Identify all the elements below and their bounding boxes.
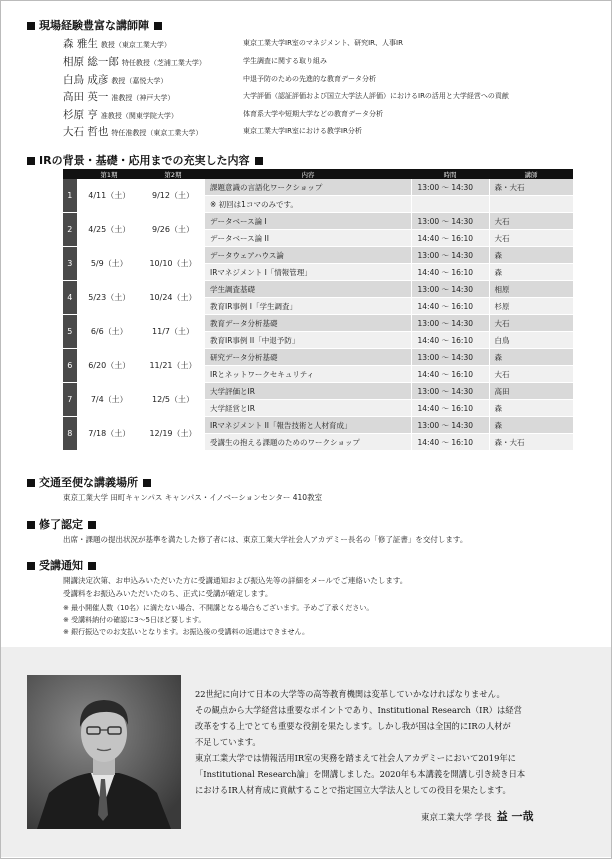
session-lecturer: 森・大石 <box>489 434 573 451</box>
notification-note: ※ 受講料納付の確認に3～5日ほど要します。 <box>63 616 206 624</box>
square-bullet-icon <box>143 479 151 487</box>
lecturer-row <box>63 37 583 51</box>
signature <box>421 808 534 824</box>
session-content: 研究データ分析基礎 <box>205 349 411 366</box>
session-time: 13:00 ～ 14:30 <box>411 247 489 264</box>
lecturer-row <box>63 125 583 139</box>
message-line: その観点から大学経営は重要なポイントであり、Institutional Research（IR）は経営 <box>195 705 522 715</box>
session-content: IRマネジメント II「報告技術と人材育成」 <box>205 417 411 434</box>
message-line: 22世紀に向けて日本の大学等の高等教育機関は変革していかなければなりません。 <box>195 689 505 699</box>
lecturer-affiliation: （関東学院大学） <box>121 112 178 120</box>
square-bullet-icon <box>88 562 96 570</box>
session-time: 13:00 ～ 14:30 <box>411 383 489 400</box>
lecturer-title: 教授 <box>100 41 115 49</box>
message-line: におけるIR人材育成に貢献することで指定国立大学法人としての役目を果たします。 <box>195 785 511 795</box>
header-term1: 第1期 <box>77 169 141 179</box>
session-number: 3 <box>63 247 77 281</box>
session-content: IRマネジメント I「情報管理」 <box>205 264 411 281</box>
session-time: 14:40 ～ 16:10 <box>411 298 489 315</box>
square-bullet-icon <box>88 521 96 529</box>
table-row <box>63 281 573 298</box>
session-content: IRとネットワークセキュリティ <box>205 366 411 383</box>
session-time: 13:00 ～ 14:30 <box>411 349 489 366</box>
session-lecturer <box>489 196 573 213</box>
session-time: 13:00 ～ 14:30 <box>411 315 489 332</box>
lecturer-name-group <box>63 89 174 104</box>
message-line: 不足しています。 <box>195 737 261 747</box>
notification-line: 受講料をお振込みいただいたのち、正式に受講が確定します。 <box>63 589 273 598</box>
header-content: 内容 <box>205 169 411 179</box>
session-content: データベース論 I <box>205 213 411 230</box>
president-message-panel <box>1 647 611 857</box>
session-date-term2: 11/7（土） <box>141 315 205 349</box>
lecturer-affiliation: （嘉悦大学） <box>125 77 168 85</box>
square-bullet-icon <box>27 562 35 570</box>
square-bullet-icon <box>27 157 35 165</box>
table-row <box>63 349 573 366</box>
lecturer-name: 相原 総一郎 <box>63 56 119 68</box>
certification-heading: 修了認定 <box>27 516 96 532</box>
session-date-term1: 4/11（土） <box>77 179 141 213</box>
lecturer-affiliation: （東京工業大学） <box>146 129 203 137</box>
session-number: 4 <box>63 281 77 315</box>
square-bullet-icon <box>27 479 35 487</box>
lecturer-description: 体育系大学や短期大学などの教育データ分析 <box>243 110 383 118</box>
session-lecturer: 森 <box>489 264 573 281</box>
certification-text: 出席・課題の提出状況が基準を満たした修了者には、東京工業大学社会人アカデミー長名の「修了証書」を交付します。 <box>63 535 468 544</box>
header-lecturer: 講師 <box>489 169 573 179</box>
session-lecturer: 杉原 <box>489 298 573 315</box>
session-lecturer: 大石 <box>489 230 573 247</box>
lecturer-name: 杉原 亨 <box>63 109 98 121</box>
session-date-term1: 5/9（土） <box>77 247 141 281</box>
lecturer-description: 大学評価（認証評価および国立大学法人評価）におけるIRの活用と大学経営への貢献 <box>243 92 509 100</box>
session-lecturer: 白鳥 <box>489 332 573 349</box>
message-line: 改革をする上でとても重要な役割を果たします。しかし我が国は全国的にIRの人材が <box>195 721 511 731</box>
header-term2: 第2期 <box>141 169 205 179</box>
header-time: 時間 <box>411 169 489 179</box>
session-time: 14:40 ～ 16:10 <box>411 366 489 383</box>
notification-line: 開講決定次第、お申込みいただいた方に受講通知および振込先等の詳細をメールでご連絡いたします。 <box>63 576 408 585</box>
lecturer-description: 東京工業大学IR室のマネジメント、研究IR、人事IR <box>243 39 403 47</box>
lecturer-name: 高田 英一 <box>63 91 109 103</box>
session-lecturer: 森 <box>489 247 573 264</box>
session-content: 教育IR事例 II「中退予防」 <box>205 332 411 349</box>
notification-note: ※ 銀行振込でのお支払いとなります。お振込後の受講料の返還はできません。 <box>63 628 309 636</box>
session-lecturer: 大石 <box>489 315 573 332</box>
session-number: 7 <box>63 383 77 417</box>
signature-title: 東京工業大学 学長 <box>421 813 492 823</box>
lecturer-name: 森 雅生 <box>63 38 98 50</box>
session-date-term1: 7/18（土） <box>77 417 141 451</box>
session-lecturer: 高田 <box>489 383 573 400</box>
session-lecturer: 森・大石 <box>489 179 573 196</box>
square-bullet-icon <box>154 22 162 30</box>
lecturer-row <box>63 90 583 104</box>
signature-name: 益 一哉 <box>496 810 534 823</box>
session-time: 14:40 ～ 16:10 <box>411 230 489 247</box>
session-time: 13:00 ～ 14:30 <box>411 213 489 230</box>
session-date-term1: 5/23（土） <box>77 281 141 315</box>
session-content: ※ 初回は1コマのみです。 <box>205 196 411 213</box>
message-line: 東京工業大学では情報活用IR室の実務を踏まえて社会人アカデミーにおいて2019年に <box>195 753 516 763</box>
table-row <box>63 247 573 264</box>
session-date-term1: 6/6（土） <box>77 315 141 349</box>
square-bullet-icon <box>255 157 263 165</box>
table-row <box>63 179 573 196</box>
venue-text: 東京工業大学 田町キャンパス キャンパス・イノベーションセンター 410教室 <box>63 493 323 502</box>
notification-note: ※ 最小開催人数（10名）に満たない場合、不開講となる場合もございます。予めご了承ください。 <box>63 604 374 612</box>
schedule-heading: IRの背景・基礎・応用までの充実した内容 <box>27 152 263 168</box>
lecturer-affiliation: （神戸大学） <box>132 94 175 102</box>
session-lecturer: 大石 <box>489 213 573 230</box>
session-lecturer: 相原 <box>489 281 573 298</box>
lecturer-name-group <box>63 54 206 69</box>
table-row <box>63 417 573 434</box>
lecturer-name-group <box>63 124 202 139</box>
lecturer-row <box>63 73 583 87</box>
square-bullet-icon <box>27 22 35 30</box>
lecturer-description: 学生調査に関する取り組み <box>243 57 327 65</box>
lecturer-affiliation: （東京工業大学） <box>114 41 171 49</box>
session-time: 13:00 ～ 14:30 <box>411 417 489 434</box>
session-date-term1: 4/25（土） <box>77 213 141 247</box>
lecturer-title: 特任教授 <box>121 59 150 67</box>
session-time: 13:00 ～ 14:30 <box>411 281 489 298</box>
session-content: 課題意識の言語化ワークショップ <box>205 179 411 196</box>
session-lecturer: 森 <box>489 400 573 417</box>
session-date-term2: 11/21（土） <box>141 349 205 383</box>
session-number: 2 <box>63 213 77 247</box>
lecturers-heading: 現場経験豊富な講師陣 <box>27 17 162 33</box>
session-date-term2: 10/10（土） <box>141 247 205 281</box>
session-number: 8 <box>63 417 77 451</box>
session-time: 14:40 ～ 16:10 <box>411 400 489 417</box>
session-date-term1: 6/20（土） <box>77 349 141 383</box>
session-lecturer: 森 <box>489 417 573 434</box>
lecturer-name: 大石 哲也 <box>63 126 109 138</box>
square-bullet-icon <box>27 521 35 529</box>
president-photo <box>27 675 181 829</box>
session-date-term2: 12/19（土） <box>141 417 205 451</box>
lecturer-title: 准教授 <box>111 94 133 102</box>
session-number: 1 <box>63 179 77 213</box>
table-row <box>63 315 573 332</box>
session-content: 教育IR事例 I「学生調査」 <box>205 298 411 315</box>
session-date-term2: 12/5（土） <box>141 383 205 417</box>
session-time: 14:40 ～ 16:10 <box>411 264 489 281</box>
session-time: 14:40 ～ 16:10 <box>411 434 489 451</box>
session-time: 13:00 ～ 14:30 <box>411 179 489 196</box>
session-content: 受講生の抱える課題のためのワークショップ <box>205 434 411 451</box>
session-date-term2: 10/24（土） <box>141 281 205 315</box>
venue-heading: 交通至便な講義場所 <box>27 474 151 490</box>
session-content: 教育データ分析基礎 <box>205 315 411 332</box>
lecturer-name-group <box>63 36 171 51</box>
person-portrait-icon <box>27 675 181 829</box>
lecturer-name-group <box>63 107 178 122</box>
schedule-table <box>63 169 573 451</box>
session-number: 6 <box>63 349 77 383</box>
notification-heading: 受講通知 <box>27 557 96 573</box>
session-number: 5 <box>63 315 77 349</box>
lecturer-row <box>63 108 583 122</box>
session-lecturer: 大石 <box>489 366 573 383</box>
lecturer-title: 教授 <box>111 77 126 85</box>
schedule-header-row <box>63 169 573 179</box>
lecturer-description: 東京工業大学IR室における教学IR分析 <box>243 127 362 135</box>
session-content: データウェアハウス論 <box>205 247 411 264</box>
session-date-term1: 7/4（土） <box>77 383 141 417</box>
lecturer-row <box>63 55 583 69</box>
table-row <box>63 213 573 230</box>
session-time: 14:40 ～ 16:10 <box>411 332 489 349</box>
session-content: 大学経営とIR <box>205 400 411 417</box>
session-content: データベース論 II <box>205 230 411 247</box>
session-time <box>411 196 489 213</box>
lecturer-title: 准教授 <box>100 112 122 120</box>
session-content: 学生調査基礎 <box>205 281 411 298</box>
header-no <box>63 169 77 179</box>
lecturer-affiliation: （芝浦工業大学） <box>149 59 206 67</box>
lecturer-title: 特任准教授 <box>111 129 147 137</box>
lecturer-description: 中退予防のための先進的な教育データ分析 <box>243 75 376 83</box>
session-lecturer: 森 <box>489 349 573 366</box>
session-content: 大学評価とIR <box>205 383 411 400</box>
lecturer-name: 白鳥 成彦 <box>63 74 109 86</box>
session-date-term2: 9/12（土） <box>141 179 205 213</box>
table-row <box>63 383 573 400</box>
session-date-term2: 9/26（土） <box>141 213 205 247</box>
lecturer-name-group <box>63 72 167 87</box>
message-line: 「Institutional Research論」を開講しました。2020年も本講義を開講し引き続き日本 <box>195 769 526 779</box>
